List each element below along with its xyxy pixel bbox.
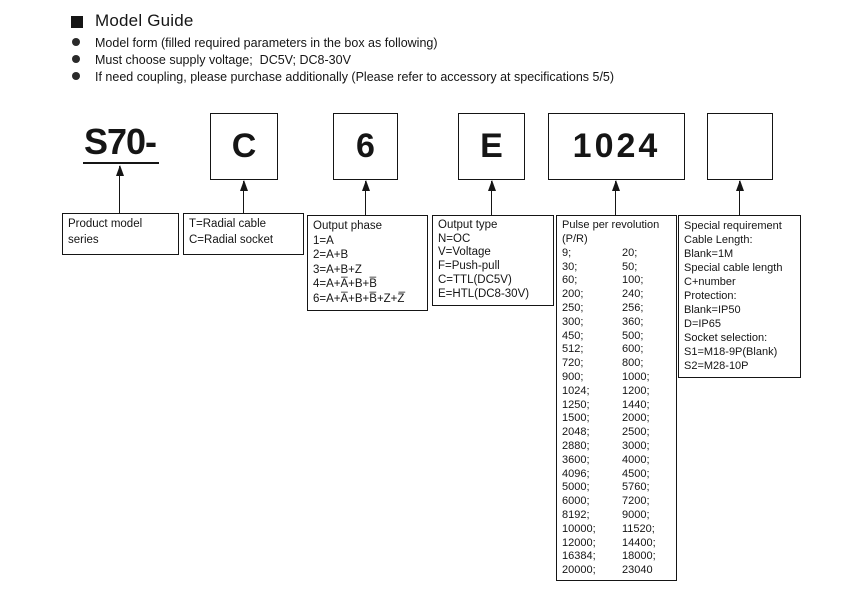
type-option: C=TTL(DC5V) <box>438 273 512 286</box>
desc-box-output-phase <box>307 215 428 311</box>
pulse-row <box>562 468 673 482</box>
desc-box-output-type <box>432 215 554 306</box>
desc-box-title: Pulse per revolution <box>562 219 660 231</box>
pulse-value-left: 60; <box>562 274 578 287</box>
pulse-value-right: 1440; <box>622 398 650 411</box>
pulse-value-left: 512; <box>562 343 584 356</box>
pulse-value-left: 300; <box>562 315 584 328</box>
pulse-value-left: 720; <box>562 357 584 370</box>
code-box-pulse: 1024 <box>548 113 685 180</box>
pulse-row <box>562 440 673 454</box>
bullet-icon <box>72 72 80 80</box>
pulse-value-right: 600; <box>622 343 644 356</box>
pulse-value-left: 5000; <box>562 481 590 494</box>
special-line: Cable Length: <box>684 234 753 246</box>
pulse-value-left: 250; <box>562 302 584 314</box>
pulse-value-left: 200; <box>562 288 584 301</box>
pulse-value-left: 900; <box>562 370 584 383</box>
arrow-output-phase <box>365 181 366 215</box>
output-phase-options <box>313 234 423 307</box>
phase-option: 6=A+A̅+B+B̅+Z+Z̅ <box>313 292 405 305</box>
special-line: Special requirement <box>684 220 782 232</box>
pulse-value-right: 256; <box>622 302 644 314</box>
pulse-value-right: 2000; <box>622 412 650 425</box>
special-line: S2=M28-10P <box>684 360 749 372</box>
special-line: Protection: <box>684 290 737 302</box>
pulse-value-right: 50; <box>622 260 638 273</box>
pulse-value-left: 6000; <box>562 495 590 508</box>
pulse-value-left: 4096; <box>562 467 590 480</box>
arrow-up-icon <box>240 180 248 191</box>
pulse-value-right: 360; <box>622 315 644 328</box>
pulse-row <box>562 385 673 399</box>
pulse-value-right: 5760; <box>622 481 650 494</box>
type-option: V=Voltage <box>438 246 491 259</box>
pulse-value-left: 450; <box>562 329 584 342</box>
pulse-value-right: 9000; <box>622 508 650 521</box>
special-requirement-lines <box>684 219 796 373</box>
model-prefix: S70- <box>83 123 159 164</box>
desc-box-title: Output phase <box>313 220 383 232</box>
type-option: E=HTL(DC8-30V) <box>438 287 530 300</box>
pulse-row <box>562 343 673 357</box>
pulse-value-left: 1250; <box>562 398 590 411</box>
code-box-cable-type: C <box>210 113 278 180</box>
pulse-value-right: 2500; <box>622 426 650 439</box>
special-line: Blank=1M <box>684 248 734 260</box>
arrow-special <box>739 181 740 215</box>
pulse-value-left: 2880; <box>562 439 590 452</box>
pulse-value-left: 3600; <box>562 453 590 466</box>
pulse-row <box>562 288 673 302</box>
pulse-value-right: 1200; <box>622 384 650 397</box>
code-box-output-phase: 6 <box>333 113 398 180</box>
pulse-row <box>562 426 673 440</box>
pulse-row <box>562 564 673 578</box>
pulse-value-left: 12000; <box>562 536 596 549</box>
pulse-row <box>562 371 673 385</box>
desc-line: T=Radial cable <box>189 218 267 230</box>
bullet-coupling-note: If need coupling, please purchase additionally (Please refer to accessory at specifications 5/5) <box>95 70 615 84</box>
pulse-value-right: 4500; <box>622 467 650 480</box>
type-option: N=OC <box>438 232 471 245</box>
special-line: Socket selection: <box>684 332 768 344</box>
desc-box-title: Output type <box>438 219 498 231</box>
pulse-value-left: 16384; <box>562 550 596 563</box>
section-square-icon <box>71 16 83 28</box>
arrow-up-icon <box>116 165 124 176</box>
arrow-up-icon <box>736 180 744 191</box>
pulse-row <box>562 316 673 330</box>
pulse-value-left: 30; <box>562 260 578 273</box>
pulse-value-left: 8192; <box>562 508 590 521</box>
pulse-row <box>562 330 673 344</box>
arrow-product-model <box>119 166 120 213</box>
pulse-row <box>562 509 673 523</box>
pulse-value-right: 500; <box>622 329 644 342</box>
arrow-cable-type <box>243 181 244 213</box>
pulse-value-right: 23040 <box>622 564 653 577</box>
desc-line: series <box>68 233 99 246</box>
pulse-row <box>562 481 673 495</box>
pulse-value-left: 20000; <box>562 564 596 577</box>
page-title: Model Guide <box>95 11 194 30</box>
pulse-row <box>562 247 673 261</box>
pulse-value-right: 7200; <box>622 495 650 508</box>
pulse-value-right: 100; <box>622 274 644 287</box>
pulse-value-right: 11520; <box>622 522 655 535</box>
pulse-row <box>562 454 673 468</box>
bullet-model-form: Model form (filled required parameters in the box as following) <box>95 36 438 50</box>
desc-box-product-model <box>62 213 179 255</box>
pulse-row <box>562 537 673 551</box>
pulse-rows <box>562 247 673 578</box>
bullet-icon <box>72 38 80 46</box>
special-line: Blank=IP50 <box>684 304 741 316</box>
arrow-pulse <box>615 181 616 215</box>
pulse-value-left: 2048; <box>562 426 590 439</box>
code-box-special <box>707 113 773 180</box>
output-type-options <box>438 233 549 302</box>
pulse-row <box>562 357 673 371</box>
desc-line: C=Radial socket <box>189 233 274 246</box>
arrow-up-icon <box>488 180 496 191</box>
special-line: S1=M18-9P(Blank) <box>684 346 778 358</box>
pulse-value-right: 3000; <box>622 439 650 452</box>
pulse-value-right: 1000; <box>622 370 650 383</box>
pulse-value-right: 14400; <box>622 536 656 549</box>
bullet-icon <box>72 55 80 63</box>
phase-option: 3=A+B+Z <box>313 263 362 276</box>
desc-box-pulse-per-revolution <box>556 215 677 581</box>
phase-option: 4=A+A̅+B+B̅ <box>313 278 377 290</box>
desc-box-special-requirement <box>678 215 801 378</box>
phase-option: 1=A <box>313 234 334 247</box>
special-line: D=IP65 <box>684 318 721 330</box>
pulse-row <box>562 412 673 426</box>
arrow-output-type <box>491 181 492 215</box>
pulse-row <box>562 302 673 316</box>
desc-box-cable-type <box>183 213 304 255</box>
bullet-supply-voltage: Must choose supply voltage; DC5V; DC8-30V <box>95 53 351 67</box>
phase-option: 2=A+B <box>313 249 349 261</box>
special-line: Special cable length <box>684 262 783 274</box>
code-box-output-type: E <box>458 113 525 180</box>
arrow-up-icon <box>612 180 620 191</box>
pulse-row <box>562 523 673 537</box>
desc-box-subtitle: (P/R) <box>562 232 588 245</box>
type-option: F=Push-pull <box>438 260 500 273</box>
pulse-row <box>562 399 673 413</box>
pulse-row <box>562 550 673 564</box>
pulse-value-left: 1024; <box>562 384 590 397</box>
pulse-row <box>562 495 673 509</box>
pulse-row <box>562 274 673 288</box>
arrow-up-icon <box>362 180 370 191</box>
pulse-value-left: 1500; <box>562 412 590 425</box>
pulse-value-right: 20; <box>622 246 638 259</box>
desc-line: Product model <box>68 218 143 230</box>
pulse-value-right: 18000; <box>622 550 656 563</box>
pulse-value-left: 9; <box>562 246 572 259</box>
pulse-value-right: 800; <box>622 357 644 370</box>
special-line: C+number <box>684 276 736 288</box>
pulse-row <box>562 261 673 275</box>
pulse-value-left: 10000; <box>562 522 596 535</box>
pulse-value-right: 240; <box>622 288 644 301</box>
pulse-value-right: 4000; <box>622 453 650 466</box>
